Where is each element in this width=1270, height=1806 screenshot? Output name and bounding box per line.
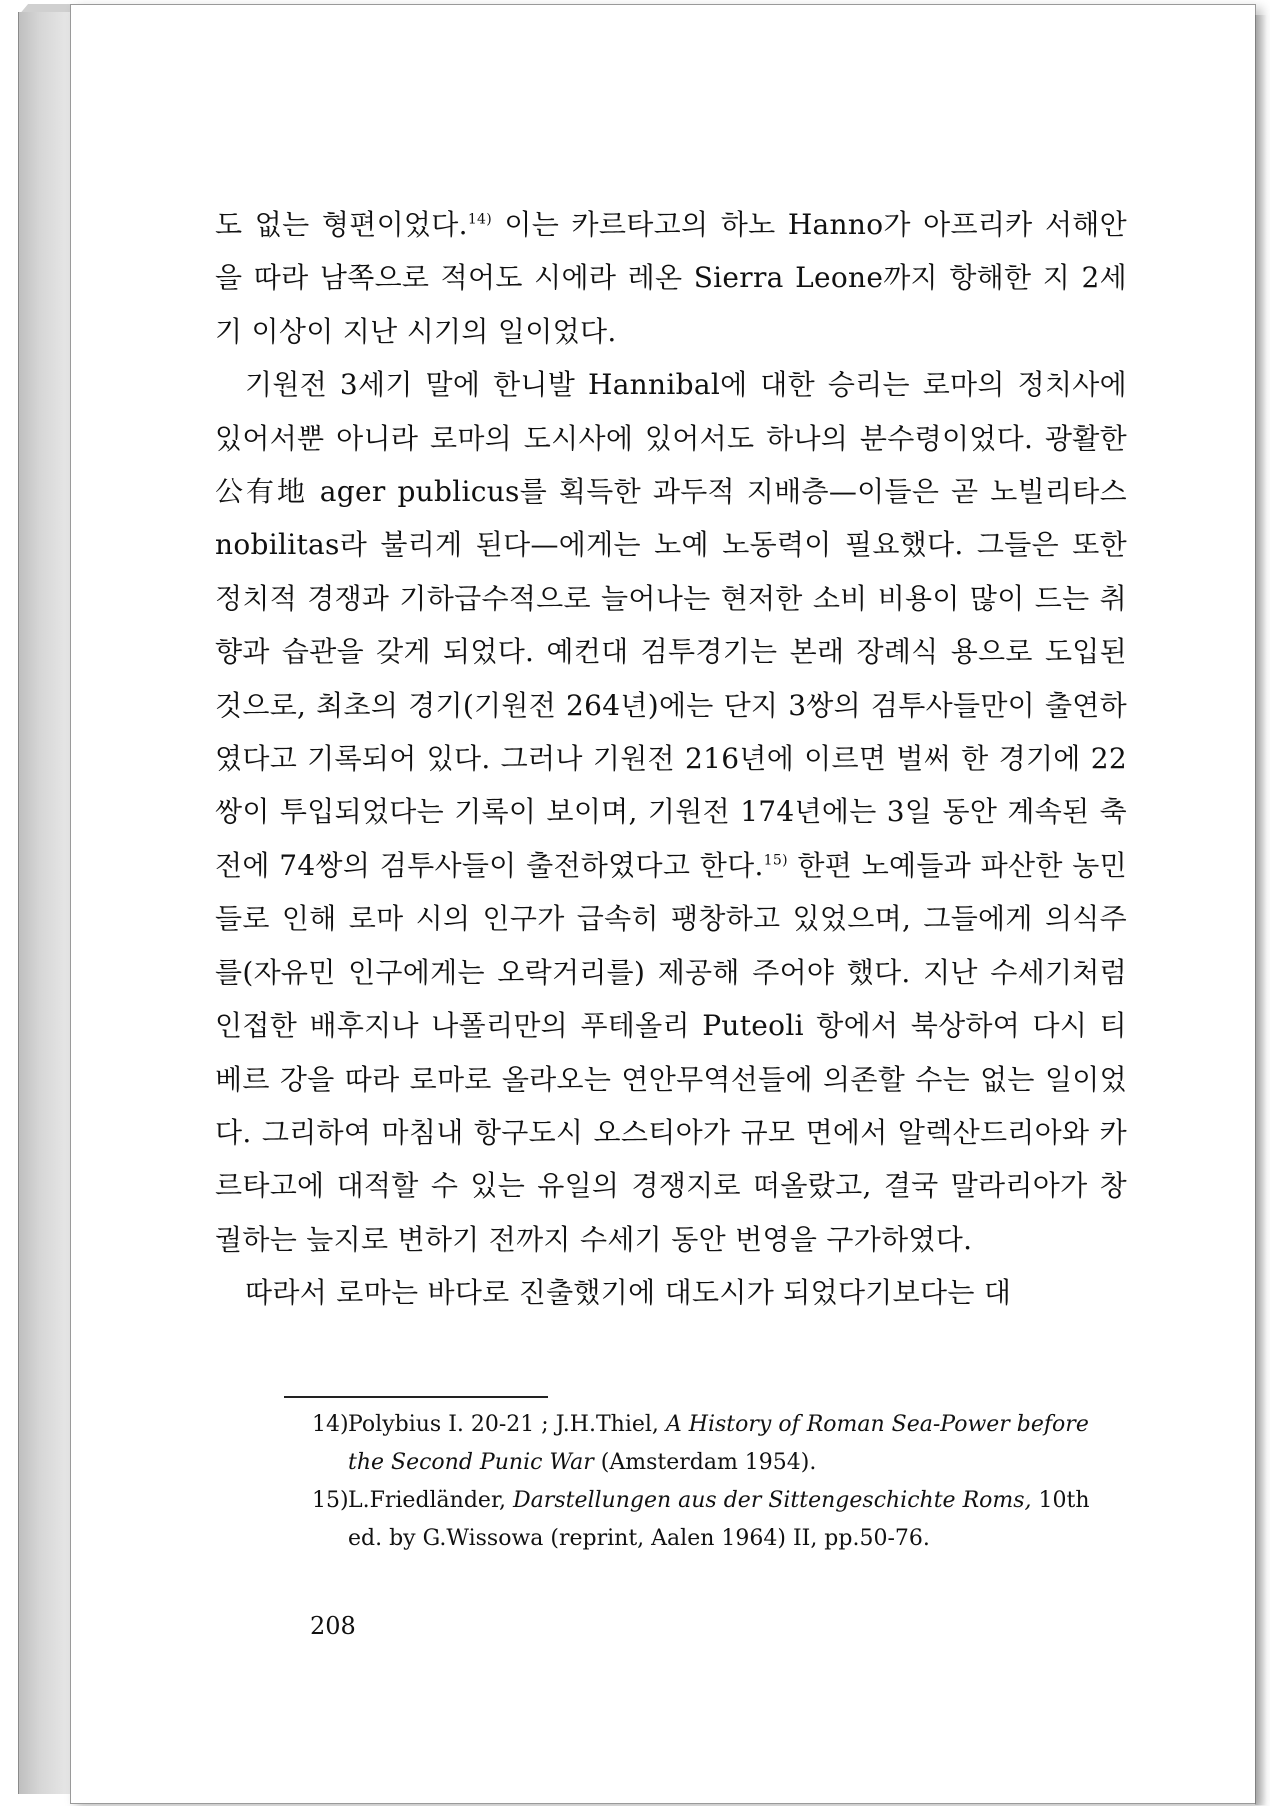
footnotes bbox=[312, 1406, 1130, 1558]
footnote-reference: 15) bbox=[763, 852, 788, 869]
page-number: 208 bbox=[310, 1612, 356, 1640]
paragraph-text: 따라서 로마는 바다로 진출했기에 대도시가 되었다기보다는 대 bbox=[245, 1276, 1012, 1310]
footnote-reference: 14) bbox=[467, 211, 493, 228]
paragraph-text: 한편 노예들과 파산한 농민들로 인해 로마 시의 인구가 급속히 팽창하고 있었으며, 그들에게 의식주를(자유민 인구에게는 오락거리를) 제공해 주어야 했다. 지난 수세기처럼 인접한 배후지나 나폴리만의 푸테올리 Puteoli 항에서 북상하여 다시 티베르 강을 따라 로마로 올라오는 연안무역선들에 의존할 수는 없는 일이었다. 그리하여 마침내 항구도시 오스티아가 규모 면에서 알렉산드리아와 카르타고에 대적할 수 있는 유일의 경쟁지로 떠올랐고, 결국 말라리아가 창궐하는 늪지로 변하기 전까지 수세기 동안 번영을 구가하였다. bbox=[215, 848, 1127, 1256]
paragraph-text: 도 없는 형편이었다. bbox=[215, 208, 468, 241]
footnote-text: (Amsterdam 1954). bbox=[593, 1450, 817, 1475]
paragraph-1 bbox=[215, 198, 1127, 358]
footnote-text: 10th ed. by G.Wissowa (reprint, Aalen 1964) II, pp.50-76. bbox=[348, 1488, 1090, 1551]
footnote-text: L.Friedländer, bbox=[348, 1488, 514, 1513]
paragraph-text: 기원전 3세기 말에 한니발 Hannibal에 대한 승리는 로마의 정치사에 있어서뿐 아니라 로마의 도시사에 있어서도 하나의 분수령이었다. 광활한 公有地 ager publicus를 획득한 과두적 지배층—이들은 곧 노빌리타스 nobilitas라 불리게 된다—에게는 노예 노동력이 필요했다. 그들은 또한 정치적 경쟁과 기하급수적으로 늘어나는 현저한 소비 비용이 많이 드는 취향과 습관을 갖게 되었다. 예컨대 검투경기는 본래 장례식 용으로 도입된 것으로, 최초의 경기(기원전 264년)에는 단지 3쌍의 검투사들만이 출연하였다고 기록되어 있다. 그러나 기원전 216년에 이르면 벌써 한 경기에 22쌍이 투입되었다는 기록이 보이며, 기원전 174년에는 3일 동안 계속된 축전에 74쌍의 검투사들이 출전하였다고 한다. bbox=[215, 368, 1127, 882]
footnote-number: 15) bbox=[312, 1488, 349, 1513]
footnote-15 bbox=[312, 1482, 1130, 1558]
paragraph-3 bbox=[215, 1266, 1127, 1319]
paragraph-text: 이는 카르타고의 하노 Hanno가 아프리카 서해안을 따라 남쪽으로 적어도 시에라 레온 Sierra Leone까지 항해한 지 2세기 이상이 지난 시기의 일이었다. bbox=[215, 208, 1127, 348]
footnote-text: Polybius I. 20-21 ; J.H.Thiel, bbox=[348, 1412, 666, 1437]
footnote-number: 14) bbox=[312, 1412, 349, 1437]
footnote-14 bbox=[312, 1406, 1130, 1482]
page-edge-shadow bbox=[1255, 15, 1267, 1805]
body-text bbox=[215, 198, 1127, 1320]
book-spine bbox=[18, 12, 72, 1794]
footnote-divider bbox=[284, 1396, 548, 1398]
paragraph-2 bbox=[215, 358, 1127, 1266]
footnote-title: A History of Roman Sea-Power before the Second Punic War bbox=[348, 1412, 1089, 1475]
footnote-title: Darstellungen aus der Sittengeschichte Roms, bbox=[513, 1488, 1032, 1513]
